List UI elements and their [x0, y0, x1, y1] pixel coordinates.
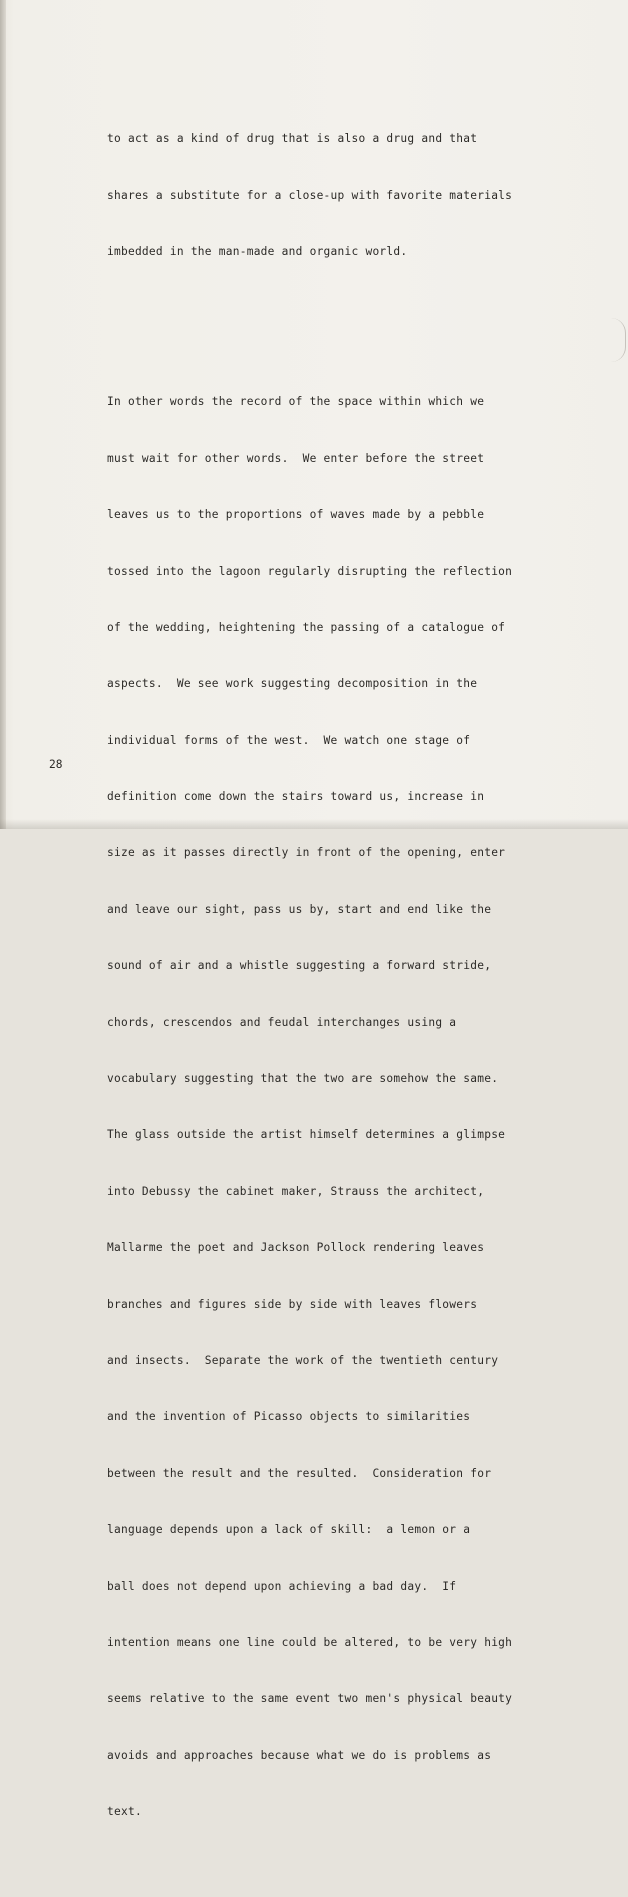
page-edge-curl	[611, 318, 626, 362]
text-line: The glass outside the artist himself determines a glimpse	[107, 1128, 506, 1142]
text-line: ball does not depend upon achieving a bad day. If	[107, 1579, 457, 1593]
text-line: leaves us to the proportions of waves made by a pebble	[107, 508, 485, 522]
paragraph-2	[107, 356, 547, 1860]
text-line: must wait for other words. We enter before the street	[107, 451, 485, 465]
text-line: and the invention of Picasso objects to similarities	[107, 1410, 471, 1424]
text-line: language depends upon a lack of skill: a lemon or a	[107, 1523, 471, 1537]
text-line: sound of air and a whistle suggesting a forward stride,	[107, 959, 492, 973]
text-line: chords, crescendos and feudal interchanges using a	[107, 1015, 457, 1029]
text-line: to act as a kind of drug that is also a drug and that	[107, 132, 478, 146]
text-line: between the result and the resulted. Consideration for	[107, 1466, 492, 1480]
text-line: text.	[107, 1805, 142, 1819]
text-line: definition come down the stairs toward us, increase in	[107, 790, 485, 804]
text-line: imbedded in the man-made and organic world.	[107, 244, 408, 258]
text-line: individual forms of the west. We watch one stage of	[107, 733, 471, 747]
page-number: 28	[49, 758, 63, 771]
text-line: seems relative to the same event two men's physical beauty	[107, 1692, 513, 1706]
text-line: size as it passes directly in front of the opening, enter	[107, 846, 506, 860]
text-line: and leave our sight, pass us by, start and end like the	[107, 902, 492, 916]
text-line: branches and figures side by side with leaves flowers	[107, 1297, 478, 1311]
page-binding-shadow	[0, 0, 6, 829]
text-line: of the wedding, heightening the passing of a catalogue of	[107, 620, 506, 634]
page-bottom-edge	[0, 819, 628, 829]
text-line: aspects. We see work suggesting decomposition in the	[107, 677, 478, 691]
body-text	[107, 55, 547, 1897]
text-line: avoids and approaches because what we do is problems as	[107, 1748, 492, 1762]
text-line: tossed into the lagoon regularly disrupting the reflection	[107, 564, 513, 578]
text-line: intention means one line could be altered, to be very high	[107, 1635, 513, 1649]
text-line: and insects. Separate the work of the twentieth century	[107, 1353, 499, 1367]
text-line: vocabulary suggesting that the two are somehow the same.	[107, 1072, 499, 1086]
paragraph-1	[107, 93, 547, 300]
text-line: shares a substitute for a close-up with favorite materials	[107, 188, 513, 202]
text-line: Mallarme the poet and Jackson Pollock rendering leaves	[107, 1241, 485, 1255]
text-line: In other words the record of the space within which we	[107, 395, 485, 409]
text-line: into Debussy the cabinet maker, Strauss the architect,	[107, 1184, 485, 1198]
